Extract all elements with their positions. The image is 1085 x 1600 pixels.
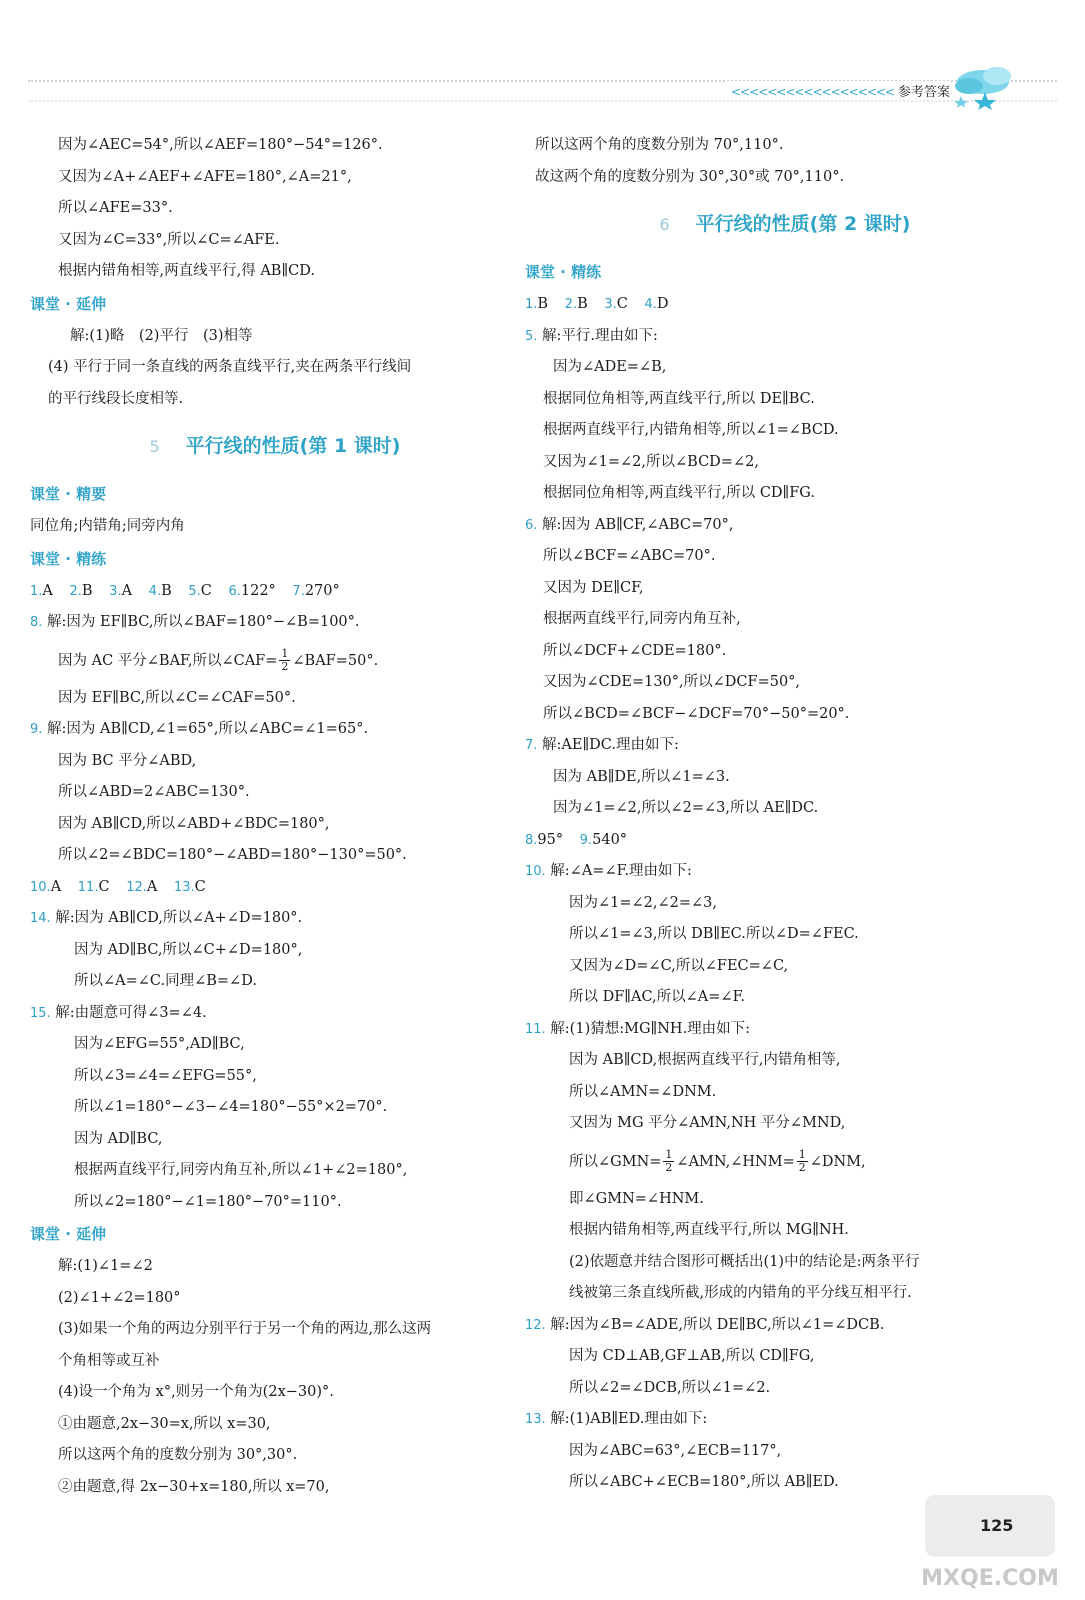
answer-line: 所以∠2=∠BDC=180°−∠ABD=180°−130°=50°.: [58, 847, 407, 863]
answer-line: 所以∠ABD=2∠ABC=130°.: [58, 784, 250, 800]
answer-line: 因为 AB∥CD,根据两直线平行,内错角相等,: [569, 1052, 841, 1068]
answer-line: 所以∠AFE=33°.: [58, 200, 173, 216]
answer-line: 根据两直线平行,同旁内角互补,所以∠1+∠2=180°,: [74, 1162, 408, 1178]
answer-line: 所以∠1=180°−∠3−∠4=180°−55°×2=70°.: [74, 1099, 388, 1115]
answer-line: (2)∠1+∠2=180°: [58, 1289, 181, 1306]
page-number: 125: [980, 1516, 1014, 1535]
page-header: [0, 0, 1085, 110]
answer-line: 根据同位角相等,两直线平行,所以 DE∥BC.: [543, 390, 815, 407]
fraction: $\frac{1}{2}$: [798, 1148, 806, 1174]
answer-line: (2)依题意并结合图形可概括出(1)中的结论是:两条平行: [569, 1253, 920, 1270]
answer-line: (3)如果一个角的两边分别平行于另一个角的两边,那么这两: [58, 1321, 432, 1337]
choice-answers-row: 8.95° 9.540°: [525, 831, 628, 848]
answer-line: 解:(1)略 (2)平行 (3)相等: [70, 327, 253, 344]
answer-line: 所以∠DCF+∠CDE=180°.: [543, 642, 727, 659]
section-heading-drill: 课堂 · 精练: [30, 549, 107, 568]
section-heading-extension: 课堂 · 延伸: [30, 294, 107, 313]
answer-line: 又因为 MG 平分∠AMN,NH 平分∠MND,: [569, 1115, 846, 1131]
section-heading-key-points: 课堂 · 精要: [30, 485, 107, 503]
choice-answers-row: 10.A 11.C 12.A 13.C: [30, 878, 206, 895]
question-12: 12. 解:因为∠B=∠ADE,所以 DE∥BC,所以∠1=∠DCB.: [525, 1316, 885, 1333]
answer-line: 因为 AD∥BC,所以∠C+∠D=180°,: [74, 941, 303, 958]
section-title-text: 平行线的性质(第 1 课时): [185, 435, 401, 457]
answer-line: 所以∠A=∠C.同理∠B=∠D.: [74, 973, 257, 989]
answer-line: 因为 CD⊥AB,GF⊥AB,所以 CD∥FG,: [569, 1348, 815, 1364]
chevron-decor-icon: <<<<<<<<<<<<<<<<<<: [731, 85, 894, 99]
fraction: $\frac{1}{2}$: [665, 1148, 673, 1174]
answer-line: 又因为∠CDE=130°,所以∠DCF=50°,: [543, 674, 801, 690]
watermark-text: MXQE.COM: [921, 1566, 1059, 1591]
answer-line: (4) 平行于同一条直线的两条直线平行,夹在两条平行线间: [48, 359, 412, 375]
answer-line: 因为 AB∥CD,所以∠ABD+∠BDC=180°,: [58, 815, 330, 832]
answer-line: 所以∠ABC+∠ECB=180°,所以 AB∥ED.: [569, 1474, 839, 1490]
answer-line: 因为∠EFG=55°,AD∥BC,: [74, 1036, 245, 1052]
answer-line: 因为 AB∥DE,所以∠1=∠3.: [553, 768, 730, 785]
answer-line: 因为∠1=∠2,所以∠2=∠3,所以 AE∥DC.: [553, 800, 819, 816]
cloud-star-decor-icon: [945, 62, 1025, 110]
question-11: 11. 解:(1)猜想:MG∥NH.理由如下:: [525, 1020, 751, 1037]
answer-line: 即∠GMN=∠HNM.: [569, 1190, 704, 1207]
question-8: 8. 解:因为 EF∥BC,所以∠BAF=180°−∠B=100°.: [30, 614, 360, 630]
question-7: 7. 解:AE∥DC.理由如下:: [525, 737, 679, 753]
answer-line: 根据同位角相等,两直线平行,所以 CD∥FG.: [543, 485, 815, 501]
answer-line: 所以∠1=∠3,所以 DB∥EC.所以∠D=∠FEC.: [569, 926, 859, 942]
answer-line: 又因为∠C=33°,所以∠C=∠AFE.: [58, 231, 280, 248]
answer-line: 所以∠AMN=∠DNM.: [569, 1083, 717, 1100]
answer-line: 所以∠2=180°−∠1=180°−70°=110°.: [74, 1193, 342, 1210]
answer-line: ①由题意,2x−30=x,所以 x=30,: [58, 1415, 271, 1432]
answer-line: 所以 DF∥AC,所以∠A=∠F.: [569, 989, 745, 1005]
section-heading-extension: 课堂 · 延伸: [30, 1225, 107, 1243]
fraction: $\frac{1}{2}$: [281, 647, 289, 673]
question-15: 15. 解:由题意可得∠3=∠4.: [30, 1004, 207, 1021]
answer-line: 个角相等或互补: [58, 1352, 160, 1369]
answer-line: 根据内错角相等,两直线平行,所以 MG∥NH.: [569, 1222, 849, 1238]
answer-line: 线被第三条直线所截,形成的内错角的平分线互相平行.: [569, 1285, 912, 1301]
question-5: 5. 解:平行.理由如下:: [525, 327, 658, 344]
answer-line: 因为∠ADE=∠B,: [553, 359, 667, 375]
answer-line: 所以∠3=∠4=∠EFG=55°,: [74, 1067, 257, 1084]
answer-line: 所以∠BCD=∠BCF−∠DCF=70°−50°=20°.: [543, 705, 850, 722]
section-heading-drill: 课堂 · 精练: [525, 263, 602, 281]
choice-answers-row: 1.A 2.B 3.A 4.B 5.C 6.122° 7.270°: [30, 582, 340, 599]
answer-line: 又因为∠D=∠C,所以∠FEC=∠C,: [569, 957, 789, 974]
answer-line: 因为∠AEC=54°,所以∠AEF=180°−54°=126°.: [58, 137, 383, 153]
answer-line: 所以∠BCF=∠ABC=70°.: [543, 548, 716, 564]
answer-line-fraction: 所以∠GMN= $\frac{1}{2}$ ∠AMN,∠HNM= $\frac{1}{2}$ ∠DNM,: [569, 1148, 866, 1174]
answer-line: ②由题意,得 2x−30+x=180,所以 x=70,: [58, 1478, 330, 1495]
left-column: [30, 130, 520, 1503]
answer-line: 因为 BC 平分∠ABD,: [58, 752, 197, 769]
question-14: 14. 解:因为 AB∥CD,所以∠A+∠D=180°.: [30, 910, 303, 926]
answer-line: 因为∠1=∠2,∠2=∠3,: [569, 894, 718, 911]
header-dotted-rule-lower: [28, 100, 1057, 102]
header-section-label: <<<<<<<<<<<<<<<<<< 参考答案: [727, 81, 950, 100]
answer-line: 因为∠ABC=63°,∠ECB=117°,: [569, 1442, 782, 1459]
answer-line-fraction: 因为 AC 平分∠BAF,所以∠CAF= $\frac{1}{2}$ ∠BAF=50°.: [58, 647, 379, 673]
question-10: 10. 解:∠A=∠F.理由如下:: [525, 863, 692, 879]
answer-line: 根据内错角相等,两直线平行,得 AB∥CD.: [58, 263, 315, 279]
question-6: 6. 解:因为 AB∥CF,∠ABC=70°,: [525, 516, 734, 533]
answer-line: (4)设一个角为 x°,则另一个角为(2x−30)°.: [58, 1384, 334, 1400]
section-number: 6: [659, 215, 670, 234]
question-9: 9. 解:因为 AB∥CD,∠1=65°,所以∠ABC=∠1=65°.: [30, 721, 369, 737]
section-title-text: 平行线的性质(第 2 课时): [695, 213, 911, 235]
answer-line: 根据两直线平行,同旁内角互补,: [543, 611, 741, 627]
answer-line: 所以∠2=∠DCB,所以∠1=∠2.: [569, 1379, 771, 1396]
answer-line: 的平行线段长度相等.: [48, 390, 184, 407]
choice-answers-row: 1.B 2.B 3.C 4.D: [525, 296, 669, 312]
right-column: [525, 130, 1045, 1499]
section-title: [525, 193, 1045, 256]
section-number: 5: [149, 437, 160, 456]
answer-line: 所以这两个角的度数分别为 70°,110°.: [535, 137, 784, 153]
answer-line: 又因为∠A+∠AEF+∠AFE=180°,∠A=21°,: [58, 168, 352, 185]
answer-line: 因为 AD∥BC,: [74, 1130, 163, 1147]
answer-line: 解:(1)∠1=∠2: [58, 1258, 153, 1274]
question-13: 13. 解:(1)AB∥ED.理由如下:: [525, 1411, 708, 1427]
answer-line: 同位角;内错角;同旁内角: [30, 518, 185, 534]
answer-line: 故这两个角的度数分别为 30°,30°或 70°,110°.: [535, 168, 845, 185]
answer-line: 根据两直线平行,内错角相等,所以∠1=∠BCD.: [543, 422, 839, 438]
section-title: [30, 415, 520, 478]
answer-line: 又因为 DE∥CF,: [543, 579, 644, 596]
answer-line: 所以这两个角的度数分别为 30°,30°.: [58, 1447, 298, 1463]
watermark-logo: [905, 1485, 1075, 1595]
answer-line: 因为 EF∥BC,所以∠C=∠CAF=50°.: [58, 689, 296, 706]
answer-line: 又因为∠1=∠2,所以∠BCD=∠2,: [543, 453, 759, 470]
